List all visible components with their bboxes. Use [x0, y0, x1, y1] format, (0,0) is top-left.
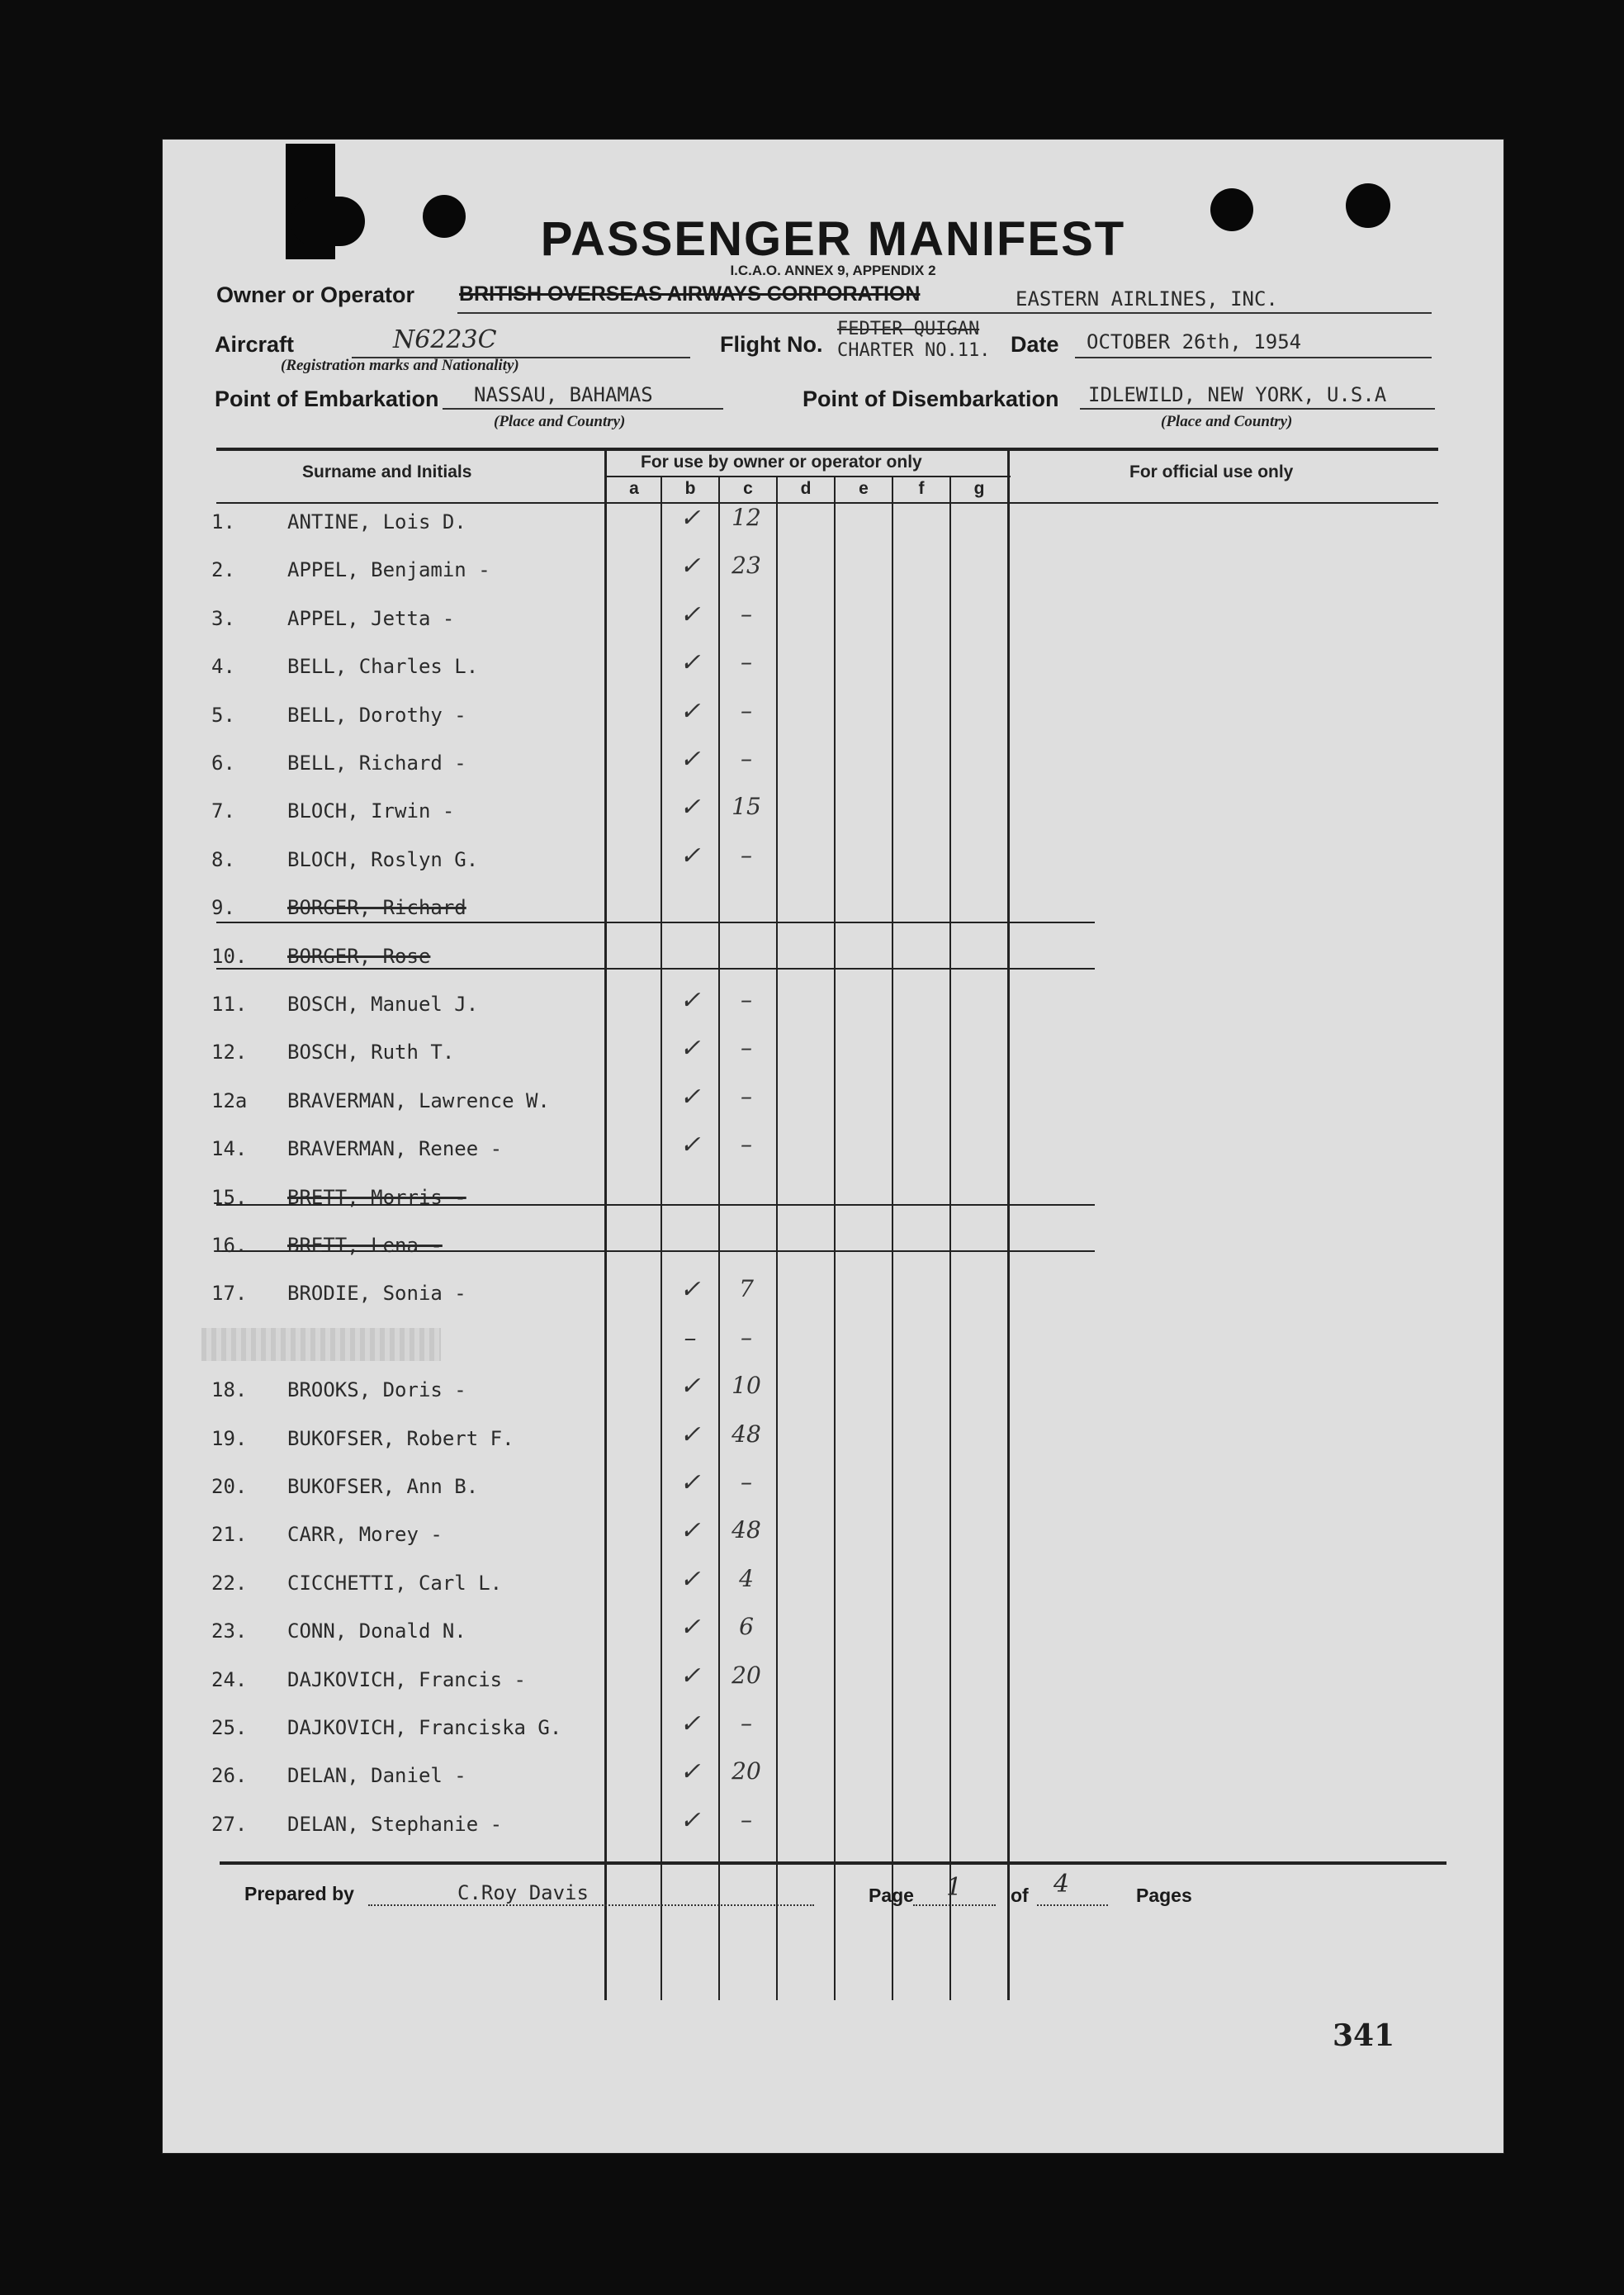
passenger-row	[211, 600, 1037, 655]
row-number: 12.	[211, 1041, 248, 1065]
embark-caption: (Place and Country)	[494, 413, 626, 430]
prepared-value: C.Roy Davis	[457, 1881, 589, 1904]
embark-value: NASSAU, BAHAMAS	[474, 383, 653, 406]
column-b-mark: 12	[732, 504, 761, 531]
passenger-row	[211, 1234, 1037, 1282]
row-number: 23.	[211, 1619, 248, 1643]
row-number: 25.	[211, 1716, 248, 1739]
passenger-row	[211, 1186, 1037, 1234]
column-a-mark: ✓	[679, 1564, 701, 1594]
owner-printed: BRITISH OVERSEAS AIRWAYS CORPORATION	[459, 282, 921, 306]
disembark-line	[1080, 408, 1435, 410]
row-number: 24.	[211, 1667, 248, 1691]
column-a-mark: ✓	[679, 841, 701, 870]
row-number: 10.	[211, 944, 248, 968]
row-number: 7.	[211, 799, 235, 823]
passenger-name: DAJKOVICH, Francis -	[287, 1667, 526, 1691]
column-a-mark: ✓	[679, 1516, 701, 1546]
column-b-mark: 20	[732, 1757, 761, 1785]
column-letter-b: b	[684, 479, 696, 498]
flight-label: Flight No.	[720, 332, 823, 357]
passenger-row	[211, 1275, 1037, 1330]
column-a-mark: ✓	[679, 1613, 701, 1643]
page-label: Page	[869, 1885, 914, 1906]
passenger-row	[211, 1709, 1037, 1764]
page-subtitle: I.C.A.O. ANNEX 9, APPENDIX 2	[730, 263, 936, 278]
passenger-name: BELL, Charles L.	[287, 655, 479, 679]
column-b-mark: –	[741, 1131, 752, 1159]
owner-line	[457, 312, 1432, 314]
passenger-row	[211, 986, 1037, 1041]
passenger-row	[211, 745, 1037, 799]
column-a-mark: ✓	[679, 1275, 701, 1305]
row-number: 9.	[211, 896, 235, 920]
page-line	[913, 1904, 996, 1906]
operator-header: For use by owner or operator only	[641, 453, 922, 472]
row-number: 22.	[211, 1571, 248, 1595]
passenger-name: DAJKOVICH, Franciska G.	[287, 1716, 562, 1739]
column-b-mark: 23	[732, 552, 761, 580]
owner-typed: EASTERN AIRLINES, INC.	[1016, 287, 1278, 311]
passenger-name: ANTINE, Lois D.	[287, 510, 466, 533]
passenger-row	[211, 1082, 1037, 1137]
date-value: OCTOBER 26th, 1954	[1087, 330, 1302, 353]
passenger-name: BRAVERMAN, Lawrence W.	[287, 1088, 550, 1112]
date-label: Date	[1011, 332, 1059, 357]
row-number: 26.	[211, 1764, 248, 1788]
column-b-mark: 7	[739, 1275, 754, 1303]
row-number: 1.	[211, 510, 235, 533]
column-b-mark: –	[741, 1805, 752, 1833]
column-letter-e: e	[859, 479, 869, 498]
passenger-name: BOSCH, Ruth T.	[287, 1041, 455, 1065]
flight-value-2: CHARTER NO.11.	[837, 340, 991, 361]
row-number: 4.	[211, 655, 235, 679]
column-a-mark: ✓	[679, 552, 701, 581]
passenger-row	[211, 1420, 1037, 1475]
column-a-mark: ✓	[679, 600, 701, 629]
column-b-mark: –	[741, 696, 752, 724]
passenger-row	[211, 1323, 1037, 1378]
column-a-mark: ✓	[679, 1661, 701, 1690]
row-number: 18.	[211, 1378, 248, 1402]
passenger-row	[211, 504, 1037, 558]
aircraft-value: N6223C	[393, 325, 497, 354]
row-number: 6.	[211, 752, 235, 775]
passenger-row	[211, 1034, 1037, 1088]
passenger-name: BELL, Dorothy -	[287, 703, 466, 727]
aircraft-label: Aircraft	[215, 332, 295, 357]
passenger-name: BOSCH, Manuel J.	[287, 993, 479, 1016]
column-b-mark: 48	[732, 1420, 761, 1448]
passenger-name: BLOCH, Irwin -	[287, 799, 455, 823]
passenger-row	[211, 1516, 1037, 1571]
passenger-row	[211, 1613, 1037, 1667]
row-number: 20.	[211, 1475, 248, 1498]
aircraft-caption: (Registration marks and Nationality)	[281, 357, 519, 374]
column-letter-f: f	[918, 479, 925, 498]
column-b-mark: 48	[732, 1516, 761, 1544]
column-letter-d: d	[800, 479, 812, 498]
column-b-mark: –	[741, 600, 752, 628]
disembark-label: Point of Disembarkation	[803, 386, 1059, 411]
column-a-mark: ✓	[679, 1468, 701, 1497]
passenger-row	[211, 1468, 1037, 1523]
column-b-mark: 20	[732, 1661, 761, 1689]
passenger-name: CONN, Donald N.	[287, 1619, 466, 1643]
page-value: 1	[946, 1873, 963, 1902]
of-line	[1037, 1904, 1108, 1906]
column-b-mark: –	[741, 986, 752, 1013]
prepared-line	[368, 1904, 814, 1906]
column-a-mark: ✓	[679, 1805, 701, 1835]
column-b-mark: –	[741, 1323, 752, 1351]
date-line	[1075, 357, 1432, 358]
row-number: 16.	[211, 1234, 248, 1257]
prepared-label: Prepared by	[244, 1883, 354, 1904]
column-a-mark: ✓	[679, 504, 701, 533]
row-number: 15.	[211, 1185, 248, 1209]
of-label: of	[1011, 1885, 1029, 1906]
column-a-mark: ✓	[679, 696, 701, 726]
column-letter-a: a	[629, 479, 639, 498]
column-b-mark: 10	[732, 1372, 761, 1400]
passenger-name: APPEL, Benjamin -	[287, 558, 490, 582]
column-b-mark: –	[741, 1082, 752, 1110]
column-a-mark: ✓	[679, 1082, 701, 1112]
column-a-mark: ✓	[679, 1709, 701, 1738]
row-number: 2.	[211, 558, 235, 582]
passenger-name: BORGER, Richard	[287, 896, 466, 920]
row-number: 17.	[211, 1282, 248, 1306]
row-number: 27.	[211, 1812, 248, 1836]
column-a-mark: ✓	[679, 1034, 701, 1064]
passenger-name: DELAN, Daniel -	[287, 1764, 466, 1788]
column-letter-g: g	[973, 479, 985, 498]
passenger-row	[211, 552, 1037, 606]
row-number: 19.	[211, 1426, 248, 1450]
passenger-name: BRETT, Lena -	[287, 1234, 443, 1257]
column-b-mark: –	[741, 1468, 752, 1496]
passenger-row	[211, 896, 1037, 944]
column-a-mark: ✓	[679, 648, 701, 678]
manifest-sheet	[162, 139, 1504, 2154]
passenger-name: BUKOFSER, Robert F.	[287, 1426, 514, 1450]
column-a-mark: –	[684, 1323, 697, 1353]
embark-line	[443, 408, 723, 410]
column-a-mark: ✓	[679, 1420, 701, 1449]
passenger-name: BELL, Richard -	[287, 752, 466, 775]
row-number: 11.	[211, 993, 248, 1016]
row-number: 14.	[211, 1137, 248, 1161]
passenger-row	[211, 1805, 1037, 1861]
passenger-row	[211, 696, 1037, 752]
page-title: PASSENGER MANIFEST	[540, 212, 1126, 266]
column-b-mark: 4	[739, 1564, 754, 1592]
header-bottom-rule	[216, 502, 1438, 504]
disembark-value: IDLEWILD, NEW YORK, U.S.A	[1088, 383, 1387, 406]
row-number: 8.	[211, 847, 235, 871]
passenger-name: BLOCH, Roslyn G.	[287, 847, 479, 871]
passenger-name: BUKOFSER, Ann B.	[287, 1475, 479, 1498]
stamp-number: 341	[1333, 2018, 1395, 2053]
of-value: 4	[1053, 1870, 1070, 1899]
passenger-name: APPEL, Jetta -	[287, 606, 455, 630]
column-b-mark: –	[741, 841, 752, 869]
embark-label: Point of Embarkation	[215, 386, 439, 411]
passenger-name: BROOKS, Doris -	[287, 1378, 466, 1402]
passenger-row	[211, 945, 1037, 993]
column-a-mark: ✓	[679, 745, 701, 774]
row-number: 5.	[211, 703, 235, 727]
column-a-mark: ✓	[679, 793, 701, 823]
column-a-mark: ✓	[679, 1757, 701, 1787]
column-b-mark: –	[741, 1709, 752, 1737]
passenger-name: BRAVERMAN, Renee -	[287, 1137, 503, 1161]
passenger-row	[211, 1757, 1037, 1812]
row-number: 21.	[211, 1523, 248, 1547]
column-b-mark: –	[741, 648, 752, 676]
row-number: 3.	[211, 606, 235, 630]
flight-value-1: FEDTER-QUIGAN	[837, 319, 980, 339]
column-a-mark: ✓	[679, 1372, 701, 1401]
disembark-caption: (Place and Country)	[1161, 413, 1293, 430]
passenger-row	[211, 1564, 1037, 1619]
column-letter-c: c	[743, 479, 753, 498]
official-header: For official use only	[1129, 462, 1294, 481]
passenger-row	[211, 648, 1037, 703]
table-top-rule	[216, 448, 1438, 451]
table-bottom-rule	[220, 1861, 1446, 1865]
passenger-row	[211, 793, 1037, 847]
passenger-name: BORGER, Rose	[287, 944, 431, 968]
passenger-name: BRODIE, Sonia -	[287, 1282, 466, 1306]
column-b-mark: 15	[732, 793, 761, 821]
passenger-name: CICCHETTI, Carl L.	[287, 1571, 503, 1595]
passenger-name: BRETT, Morris -	[287, 1185, 466, 1209]
owner-label: Owner or Operator	[216, 282, 415, 307]
passenger-row	[211, 841, 1037, 896]
pages-label: Pages	[1136, 1885, 1192, 1906]
row-number: 12a	[211, 1088, 248, 1112]
passenger-name: DELAN, Stephanie -	[287, 1812, 503, 1836]
passenger-name: CARR, Morey -	[287, 1523, 443, 1547]
column-a-mark: ✓	[679, 1131, 701, 1160]
column-a-mark: ✓	[679, 986, 701, 1015]
column-b-mark: 6	[739, 1613, 754, 1641]
passenger-row	[211, 1131, 1037, 1185]
column-b-mark: –	[741, 1034, 752, 1062]
passenger-row	[211, 1372, 1037, 1426]
column-b-mark: –	[741, 745, 752, 772]
passenger-row	[211, 1661, 1037, 1716]
surname-header: Surname and Initials	[302, 462, 472, 481]
